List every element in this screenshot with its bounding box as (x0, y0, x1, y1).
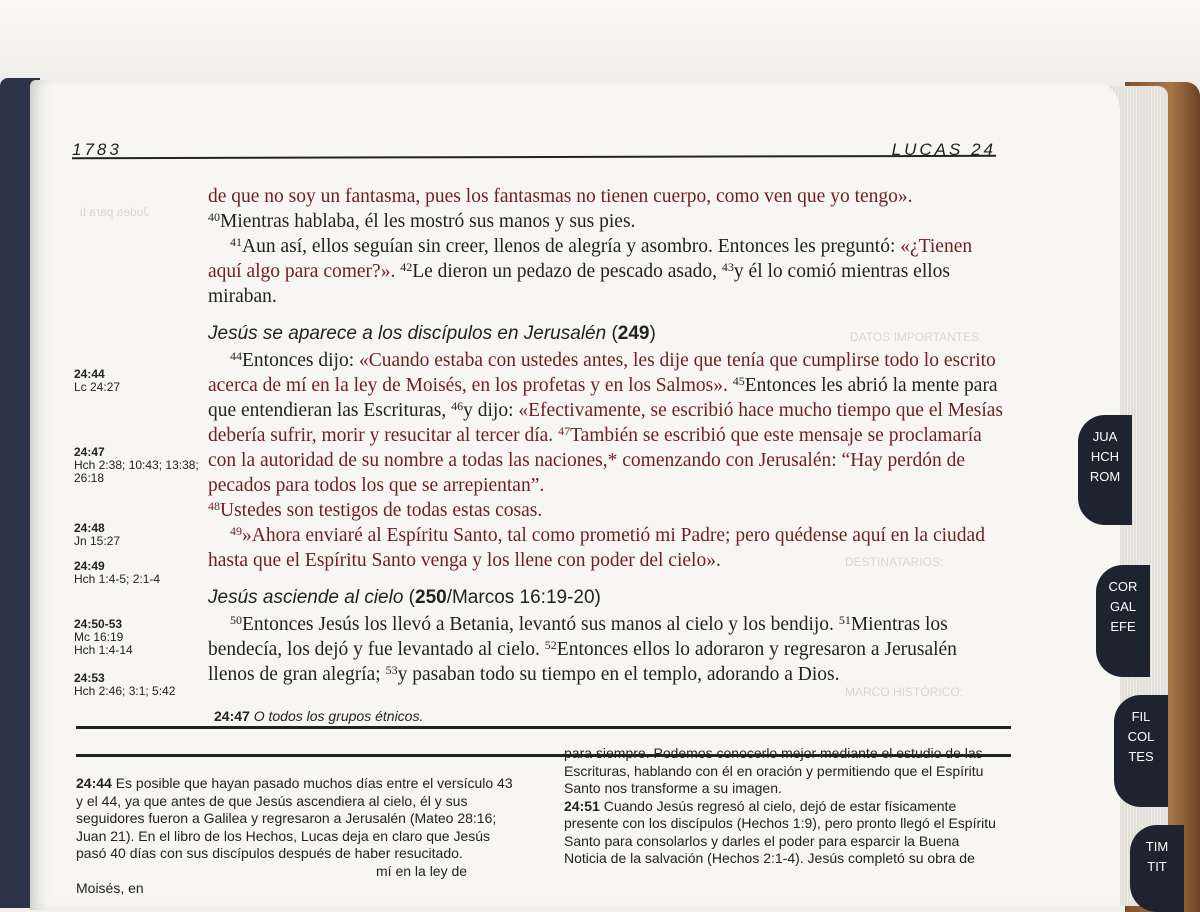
bleed-through: DESTINATARIOS: (845, 555, 944, 569)
cross-ref: 24:48 Jn 15:27 (74, 521, 121, 548)
bleed-through: DATOS IMPORTANTES (850, 330, 980, 344)
thumb-tab-fil-col-tes[interactable]: FIL COL TES (1114, 695, 1168, 807)
scripture-text (208, 184, 1008, 687)
cross-ref: 24:53 Hch 2:46; 3:1; 5:42 (74, 671, 176, 698)
cross-ref: 24:44 Lc 24:27 (74, 367, 121, 394)
page-number: 1783 (72, 140, 122, 159)
background-wall (0, 0, 1200, 90)
section-heading-2: Jesús asciende al cielo (250/Marcos 16:19-20) (208, 587, 601, 608)
verse-40: $^{40}$Mientras hablaba, él les mostró sus manos y sus pies. (208, 210, 636, 232)
verse-41-43: $^{41}$Aun así, ellos seguían sin creer, llenos de alegría y asombro. Entonces les preguntó: «¿Tienen aquí algo para comer?». $^{42}$Le dieron un pedazo de pescado asado, $^{43}$y él lo comió mientras ellos miraban. (208, 235, 973, 307)
cross-ref: 24:49 Hch 1:4-5; 2:1-4 (74, 559, 161, 586)
bleed-through: MARCO HISTÓRICO: (845, 685, 964, 699)
cross-ref: 24:47 Hch 2:38; 10:43; 13:38; 26:18 (74, 445, 199, 485)
verse-continuation: de que no soy un fantasma, pues los fantasmas no tienen cuerpo, como ven que yo tengo». (208, 186, 913, 207)
thumb-tab-tim-tit[interactable]: TIM TIT (1130, 825, 1184, 912)
thumb-tab-cor-gal-efe[interactable]: COR GAL EFE (1096, 565, 1150, 677)
section-heading-1: Jesús se aparece a los discípulos en Jerusalén (249) (208, 323, 656, 344)
thumb-tab-jua-hch-rom[interactable]: JUA HCH ROM (1078, 415, 1132, 525)
verses-44-48: $^{44}$Entonces dijo: «Cuando estaba con ustedes antes, les dije que tenía que cumplirse todo lo escrito acerca de mí en la ley de Moisés, en los profetas y en los Salmos». $^{45}$Entonces les abrió la mente para que entendieran las Escrituras, $^{46}$y dijo: «Efectivamente, se escribió hace mucho tiempo que el Mesías debería sufrir, morir y resucitar al tercer día. $^{47}$También se escribió que este mensaje se proclamaría con la autoridad de su nombre a todas las naciones,* comenzando con Jerusalén: “Hay perdón de pecados para todos los que se arrepientan”. $^{48}$Ustedes son testigos de todas estas cosas. (208, 349, 1004, 521)
verse-49: $^{49}$»Ahora enviaré al Espíritu Santo, tal como prometió mi Padre; pero quédense aquí en la ciudad hasta que el Espíritu Santo venga y los llene con poder del cielo». (208, 524, 985, 571)
bleed-through: Judea para ti (80, 205, 150, 219)
study-note-left: 24:44 Es posible que hayan pasado muchos días entre el versículo 43 y el 44, ya que antes de que Jesús ascendiera al cielo, él y sus seguidores fueron a Galilea y regresaron a Jerusalén (Mateo 28:16; Juan 21). En el libro de los Hechos, Lucas deja en claro que Jesús pasó 40 días con sus discípulos después de haber resucitado. mí en la ley de Moisés, en (76, 775, 513, 896)
footnote-rule (76, 726, 1011, 729)
study-note-right: para siempre. Podemos conocerlo mejor mediante el estudio de las Escrituras, hablando con él en oración y permitiendo que el Espíritu Santo nos transforme a su imagen. 24:51 Cuando Jesús regresó al cielo, dejó de estar físicamente presente con los discípulos (Hechos 1:9), pero pronto llegó el Espíritu Santo para consolarlos y darles el poder para esparcir la Buena Noticia de la salvación (Hechos 2:1-4). Jesús completó su obra de (564, 745, 996, 866)
footnote: 24:47 O todos los grupos étnicos. (214, 708, 424, 724)
book-chapter: LUCAS 24 (891, 140, 996, 159)
verses-50-53: $^{50}$Entonces Jesús los llevó a Betania, levantó sus manos al cielo y los bendijo. $^{51}$Mientras los bendecía, los dejó y fue levantado al cielo. $^{52}$Entonces ellos lo adoraron y regresaron a Jerusalén llenos de gran alegría; $^{53}$y pasaban todo su tiempo en el templo, adorando a Dios. (208, 613, 957, 685)
cross-ref: 24:50-53 Mc 16:19 Hch 1:4-14 (74, 617, 133, 657)
